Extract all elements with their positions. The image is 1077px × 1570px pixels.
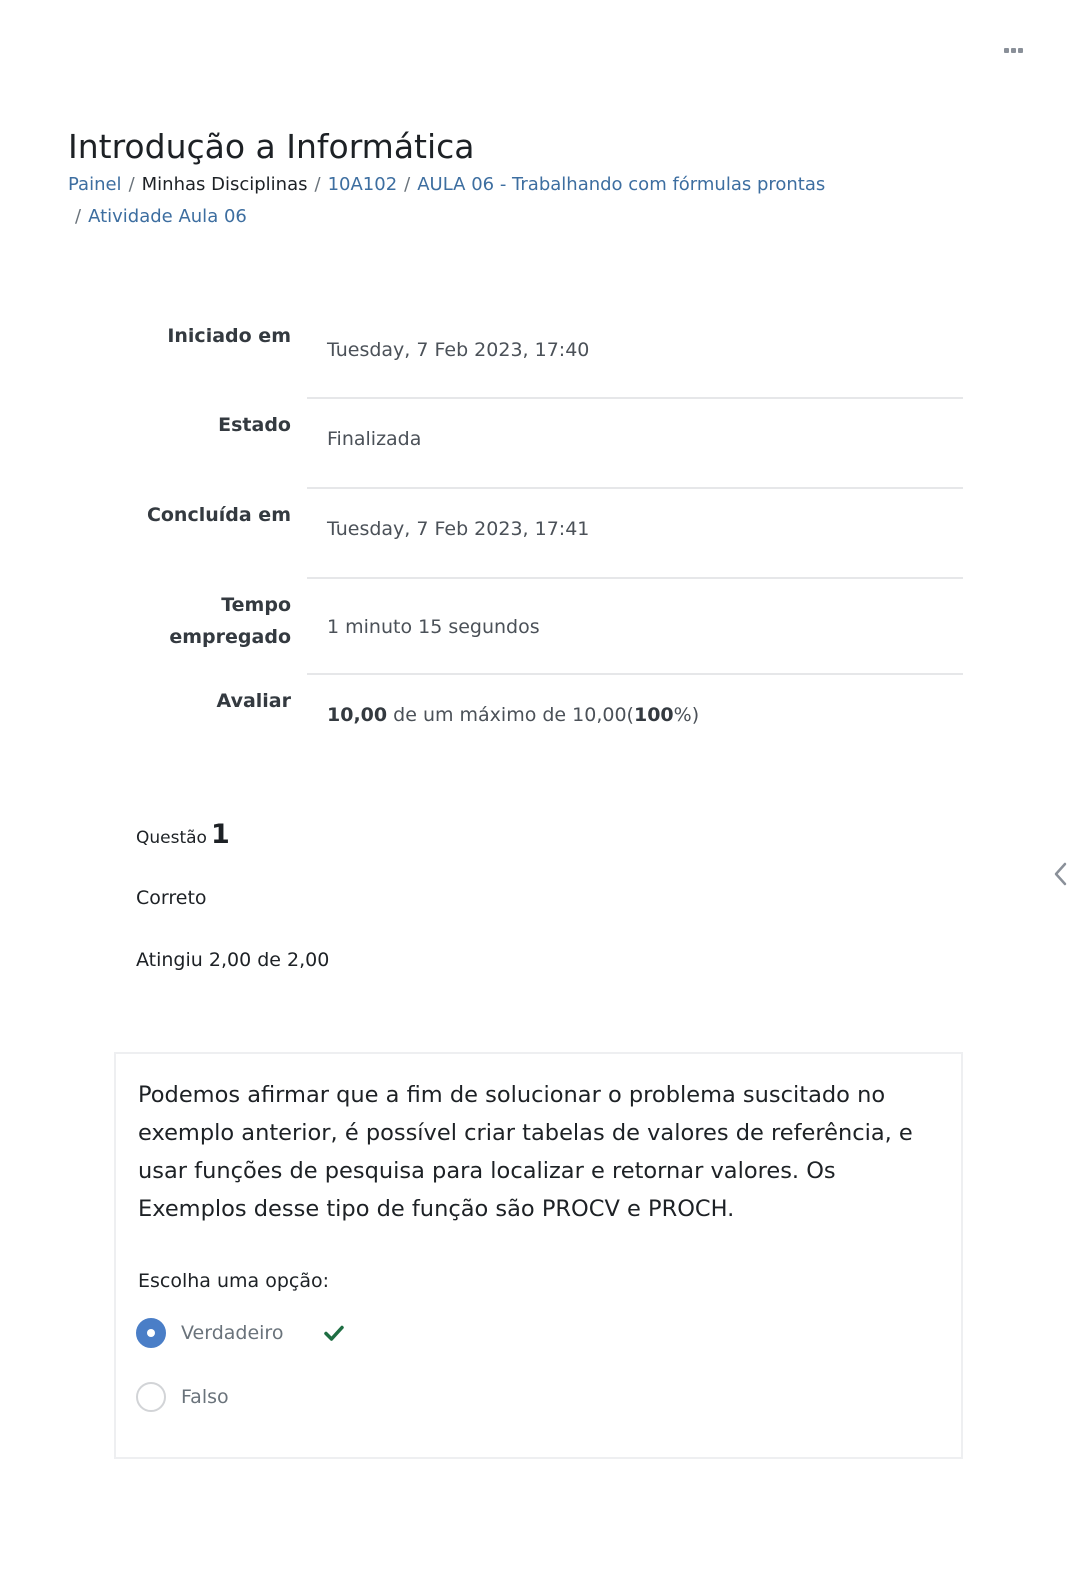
breadcrumb-link-course-code[interactable]: 10A102 bbox=[327, 174, 398, 195]
breadcrumb-link-atividade[interactable]: Atividade Aula 06 bbox=[88, 206, 247, 227]
summary-row-state bbox=[100, 399, 963, 489]
attempt-summary-table bbox=[100, 310, 963, 755]
summary-row-completed bbox=[100, 489, 963, 579]
summary-label: Estado bbox=[218, 414, 291, 436]
course-title: Introdução a Informática bbox=[68, 127, 475, 166]
breadcrumb-separator: / bbox=[128, 174, 135, 195]
question-number-value: 1 bbox=[210, 819, 230, 850]
summary-row-grade bbox=[100, 675, 963, 755]
breadcrumb-item-minhas-disciplinas: Minhas Disciplinas bbox=[141, 174, 308, 195]
answer-option-label: Falso bbox=[181, 1386, 229, 1408]
answer-option-verdadeiro[interactable] bbox=[136, 1318, 345, 1348]
question-content-box bbox=[114, 1052, 963, 1459]
question-state: Correto bbox=[136, 887, 207, 909]
summary-row-time bbox=[100, 579, 963, 675]
more-dot bbox=[1018, 48, 1023, 53]
question-info bbox=[136, 815, 230, 858]
grade-middle: de um máximo de 10,00( bbox=[387, 704, 634, 726]
breadcrumb-link-painel[interactable]: Painel bbox=[68, 174, 122, 195]
summary-label-line: Tempo bbox=[221, 594, 291, 616]
breadcrumb-separator: / bbox=[404, 174, 411, 195]
more-options-icon[interactable] bbox=[996, 38, 1030, 62]
radio-button[interactable] bbox=[136, 1382, 166, 1412]
breadcrumb-separator: / bbox=[314, 174, 321, 195]
summary-value-grade bbox=[307, 675, 963, 755]
answer-option-label: Verdadeiro bbox=[181, 1322, 284, 1344]
answer-option-falso[interactable] bbox=[136, 1382, 229, 1412]
more-dot bbox=[1004, 48, 1009, 53]
question-label: Questão bbox=[136, 828, 207, 848]
grade-end: %) bbox=[673, 704, 700, 726]
chevron-left-icon[interactable] bbox=[1049, 858, 1073, 890]
grade-percent: 100 bbox=[633, 704, 674, 726]
summary-value: Tuesday, 7 Feb 2023, 17:40 bbox=[307, 310, 963, 399]
grade-score: 10,00 bbox=[327, 704, 388, 726]
summary-label bbox=[100, 579, 307, 675]
check-icon bbox=[323, 1322, 345, 1344]
summary-row-started bbox=[100, 310, 963, 399]
breadcrumb bbox=[68, 169, 918, 233]
summary-label: Avaliar bbox=[216, 690, 291, 712]
answer-prompt: Escolha uma opção: bbox=[138, 1270, 330, 1292]
question-grade: Atingiu 2,00 de 2,00 bbox=[136, 949, 330, 971]
question-text: Podemos afirmar que a fim de solucionar o problema suscitado no exemplo anterior, é possível criar tabelas de valores de referência, e usar funções de pesquisa para localizar e retornar valores. Os Exemplos desse tipo de função são PROCV e PROCH. bbox=[138, 1082, 913, 1222]
radio-button-selected[interactable] bbox=[136, 1318, 166, 1348]
breadcrumb-separator: / bbox=[75, 206, 82, 227]
summary-label: Iniciado em bbox=[167, 325, 291, 347]
summary-value: Tuesday, 7 Feb 2023, 17:41 bbox=[307, 489, 963, 579]
summary-label-line: empregado bbox=[169, 626, 291, 648]
question-number bbox=[136, 815, 230, 858]
summary-value: Finalizada bbox=[307, 399, 963, 489]
summary-value: 1 minuto 15 segundos bbox=[307, 579, 963, 675]
summary-label: Concluída em bbox=[146, 504, 291, 526]
breadcrumb-link-aula[interactable]: AULA 06 - Trabalhando com fórmulas prontas bbox=[417, 174, 826, 195]
more-dot bbox=[1011, 48, 1016, 53]
